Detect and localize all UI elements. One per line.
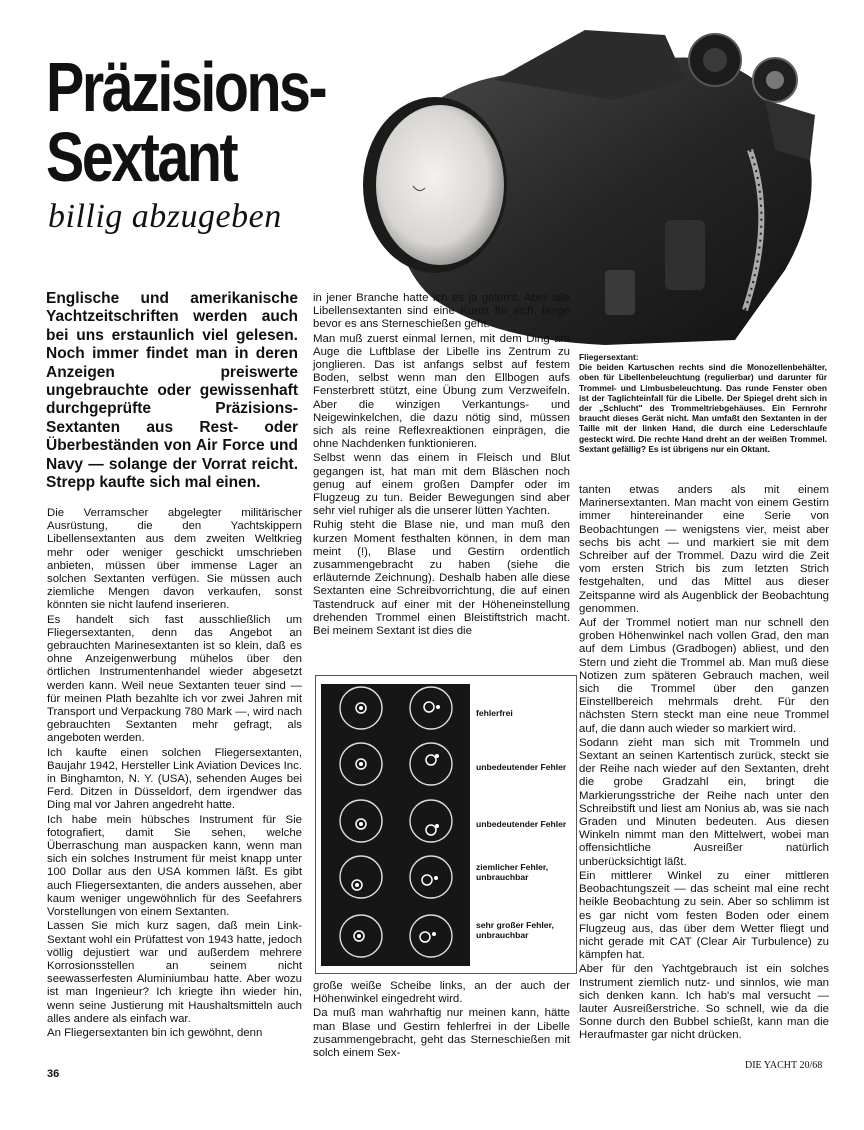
lead-paragraph: Englische und amerikanische Yachtzeitschriften werden auch bei uns erstaunlich viel gelesen. Noch immer findet man in deren Anzeigen preiswerte ungebrauchte oder gewissenhaft durchgeprüfte Präzisions-Sextanten aus Rest- oder Überbeständen von Air Force und Navy — solange der Vorrat reicht. Strepp kaufte sich mal einen. (46, 290, 298, 492)
diagram-label-4: ziemlicher Fehler, unbrauchbar (476, 862, 549, 882)
bubble-diagram (315, 675, 577, 974)
column-3 (579, 484, 829, 1044)
article-subtitle: billig abzugeben (48, 198, 282, 235)
page-number: 36 (47, 1068, 60, 1080)
bubble-row-4 (340, 856, 452, 898)
caption-text: Die beiden Kartuschen rechts sind die Monozellenbehälter, oben für Libellenbeleuchtung (regulierbar) und darunter für Trommel- und Limbusbeleuchtung. Das runde Fenster oben ist der Taglichteinfall für die Libelle. Der Spiegel dreht sich in der „Schlucht" des Trommeltriebgehäuses. Ein Fernrohr braucht dieses Gerät nicht. Man umfaßt den Sextanten in der Taille mit der linken Hand, die durch eine Lederschlaufe gesteckt wird. Die rechte Hand dreht an der weißen Trommel. Sextant gefällig? Es ist übrigens nur ein Oktant. (579, 362, 827, 454)
col1-paragraph: An Fliegersextanten bin ich gewöhnt, denn (47, 1026, 263, 1039)
caption-title: Fliegersextant: (579, 352, 639, 362)
col2-paragraph: große weiße Scheibe links, an der auch der Höhenwinkel eingedreht wird. (313, 980, 570, 1006)
bubble-row-1 (340, 687, 452, 729)
diagram-label-5: sehr großer Fehler, unbrauchbar (476, 920, 554, 940)
col3-paragraph: Aber für den Yachtgebrauch ist ein solches Instrument ziemlich nutz- und sinnlos, wie man sich denken kann. Ich hab's mal versucht — lauter Ausreißerstriche. So schnell, wie da die Sonne durch den Bubbel schießt, kann man die Heraufmaster gar nicht drücken. (579, 963, 829, 1042)
article-title (46, 48, 326, 196)
bubble-row-3 (340, 800, 452, 842)
col2-paragraph: Man muß zuerst einmal lernen, mit dem Ding am Auge die Luftblase der Libelle ins Zentrum zu jonglieren. Das ist anfangs selbst auf festem Boden, selbst wenn man den Ellbogen aufs Fensterbrett stützt, eine Übung zum Verzweifeln. Aber die winzigen Verkantungs- und Neigewinkelchen, die dazu nötig sind, müssen sich als reine Reflexreaktionen einprägen, die ohne Nachdenken funktionieren. (313, 332, 570, 451)
col1-paragraph: Lassen Sie mich kurz sagen, daß mein Link-Sextant wohl ein Prüfattest von 1943 hatte, jedoch völlig dejustiert war und außerdem mehrere Korrosionsstellen an seinem nicht seewasserfesten Aluminiumbau hatte. Aber wozu ist man Ingenieur? Ich kriegte ihn wieder hin, wenn seine Justierung mit Haushaltsmitteln auch alles andere als einfach war. (47, 920, 302, 1025)
col2-paragraph: Ruhig steht die Blase nie, und man muß den kurzen Moment festhalten können, in dem man meint (!), Blase und Gestirn ordentlich zusammengebracht zu haben (siehe die erläuternde Zeichnung). Deshalb haben alle diese Sextanten eine Schreibvorrichtung, die auf einen Tastendruck auf einer mit der Höheneinstellung drehenden Trommel einen Bleistiftstrich macht. Bei meinem Sextant ist dies die (313, 519, 570, 638)
col1-paragraph: Ich kaufte einen solchen Fliegersextanten, Baujahr 1942, Hersteller Link Aviation Devices Inc. in Binghamton, N. Y. (USA), sehenden Auges bei Ferd. Ditzen in Düsseldorf, dem irgendwer das Ding mal vor Jahren angedreht hatte. (47, 746, 302, 812)
col2-paragraph: in jener Branche hatte ich es ja gelernt. Aber alle Libellensextanten sind eine Kunst für sich, lange bevor es ans Sterneschießen geht. (313, 292, 570, 331)
col1-paragraph: Ich habe mein hübsches Instrument für Sie fotografiert, damit Sie sehen, welche Überraschung man auspacken kann, wenn man sich ein solches Instrument für meist knapp unter 100 Dollar aus den USA kommen läßt. Es gibt auch Fliegersextanten, die anders aussehen, aber kaum weniger ungewöhnlich für des Seefahrers Vorstellungen von einem Sextanten. (47, 813, 302, 919)
title-line-2: Sextant (46, 118, 237, 196)
diagram-bubbles (321, 684, 470, 966)
diagram-panel (321, 684, 470, 966)
bubble-row-5 (340, 915, 452, 957)
diagram-label-3: unbedeutender Fehler (476, 819, 567, 829)
col2-paragraph: Da muß man wahrhaftig nur meinen kann, hätte man Blase und Gestirn fehlerfrei in der Libelle zusammengebracht, geht das Sterneschießen mit solch einem Sex- (313, 1007, 570, 1060)
col3-paragraph: tanten etwas anders als mit einem Marinersextanten. Man macht von einem Gestirn immer hintereinander eine Serie von Beobachtungen — wenigstens vier, meist aber sechs bis acht — und markiert sie mit dem Schreiber auf der Trommel. Dazu wird die Zeit vom ersten Strich bis zum letzten Strich festgehalten, und das Mittel aus dieser Zeitspanne wird als Augenblick der Beobachtung genommen. (579, 484, 829, 615)
column-1 (47, 507, 302, 1041)
photo-caption (579, 352, 827, 454)
diagram-label-2: unbedeutender Fehler (476, 762, 567, 772)
col3-paragraph: Auf der Trommel notiert man nur schnell den groben Höhenwinkel nach vollen Grad, den man auf dem Limbus (Gradbogen) abliest, und den Stern und zieht die Trommel ab. Man muß diese Notizen zum späteren Gebrauch machen, weil sich die Trommel über den ganzen Einstellbereich mehrmals dreht. Für den nächsten Stern steckt man eine neue Trommel auf, die dann auch wieder so markiert wird. (579, 617, 829, 735)
magazine-footer: DIE YACHT 20/68 (745, 1060, 823, 1071)
diagram-label-1: fehlerfrei (476, 708, 513, 718)
col2-paragraph: Selbst wenn das einem in Fleisch und Blut gegangen ist, hat man mit dem Bläschen noch genug auf einem großen Dampfer oder im Flugzeug zu tun. Beider Bewegungen sind aber sehr viel ruhiger als die unserer lütten Yachten. (313, 452, 570, 518)
title-line-1: Präzisions- (46, 48, 326, 126)
col1-paragraph: Es handelt sich fast ausschließlich um Fliegersextanten, denn das Angebot an gebrauchten Marinesextanten ist so klein, daß es ohne Anzeigenwerbung mühelos über den örtlichen Instrumentenhandel wieder abgesetzt werden kann. Weil neue Sextanten teuer sind — für meinen Plath bezahlte ich vor zwei Jahren mit Transport und Verpackung 780 Mark —, wird nach gebrauchten Sextanten mehr gefragt, als angeboten werden. (47, 613, 302, 745)
col1-paragraph: Die Verramscher abgelegter militärischer Ausrüstung, die den Yachtskippern Libellensextanten aus dem zweiten Weltkrieg mehr oder weniger geschickt umschrieben anbieten, müssen über immense Lager an solchen Sextanten verfügen. Sie müssen auch ziemliche Mengen davon verkaufen, sonst könnten sie nicht laufend inserieren. (47, 507, 302, 612)
col3-paragraph: Ein mittlerer Winkel zu einer mittleren Beobachtungszeit — das scheint mal eine recht heikle Beobachtung zu sein. Aber so schlimm ist es gar nicht vom festen Boden oder einem Flugzeug aus, das über dem Wetter fliegt und nicht gerade mit CAT (Clear Air Turbulence) zu kämpfen hat. (579, 869, 829, 962)
bubble-row-2 (340, 743, 452, 785)
column-2-top (313, 292, 570, 639)
column-2-bottom (313, 980, 570, 1061)
col3-paragraph: Sodann zieht man sich mit Trommeln und Sextant an seinen Kartentisch zurück, steckt sie der Reihe nach wieder auf den Sextanten, dreht die grobe Gradzahl ein, bringt die Markierungsstriche der Reihe nach unter den Schreibstift und liest am Nonius ab, was sie nach Graden und Minuten bedeuten. Aus diesen Winkeln nimmt man den Mittelwert, wobei man offensichtliche Ausreißer natürlich unberücksichtigt läßt. (579, 736, 829, 868)
